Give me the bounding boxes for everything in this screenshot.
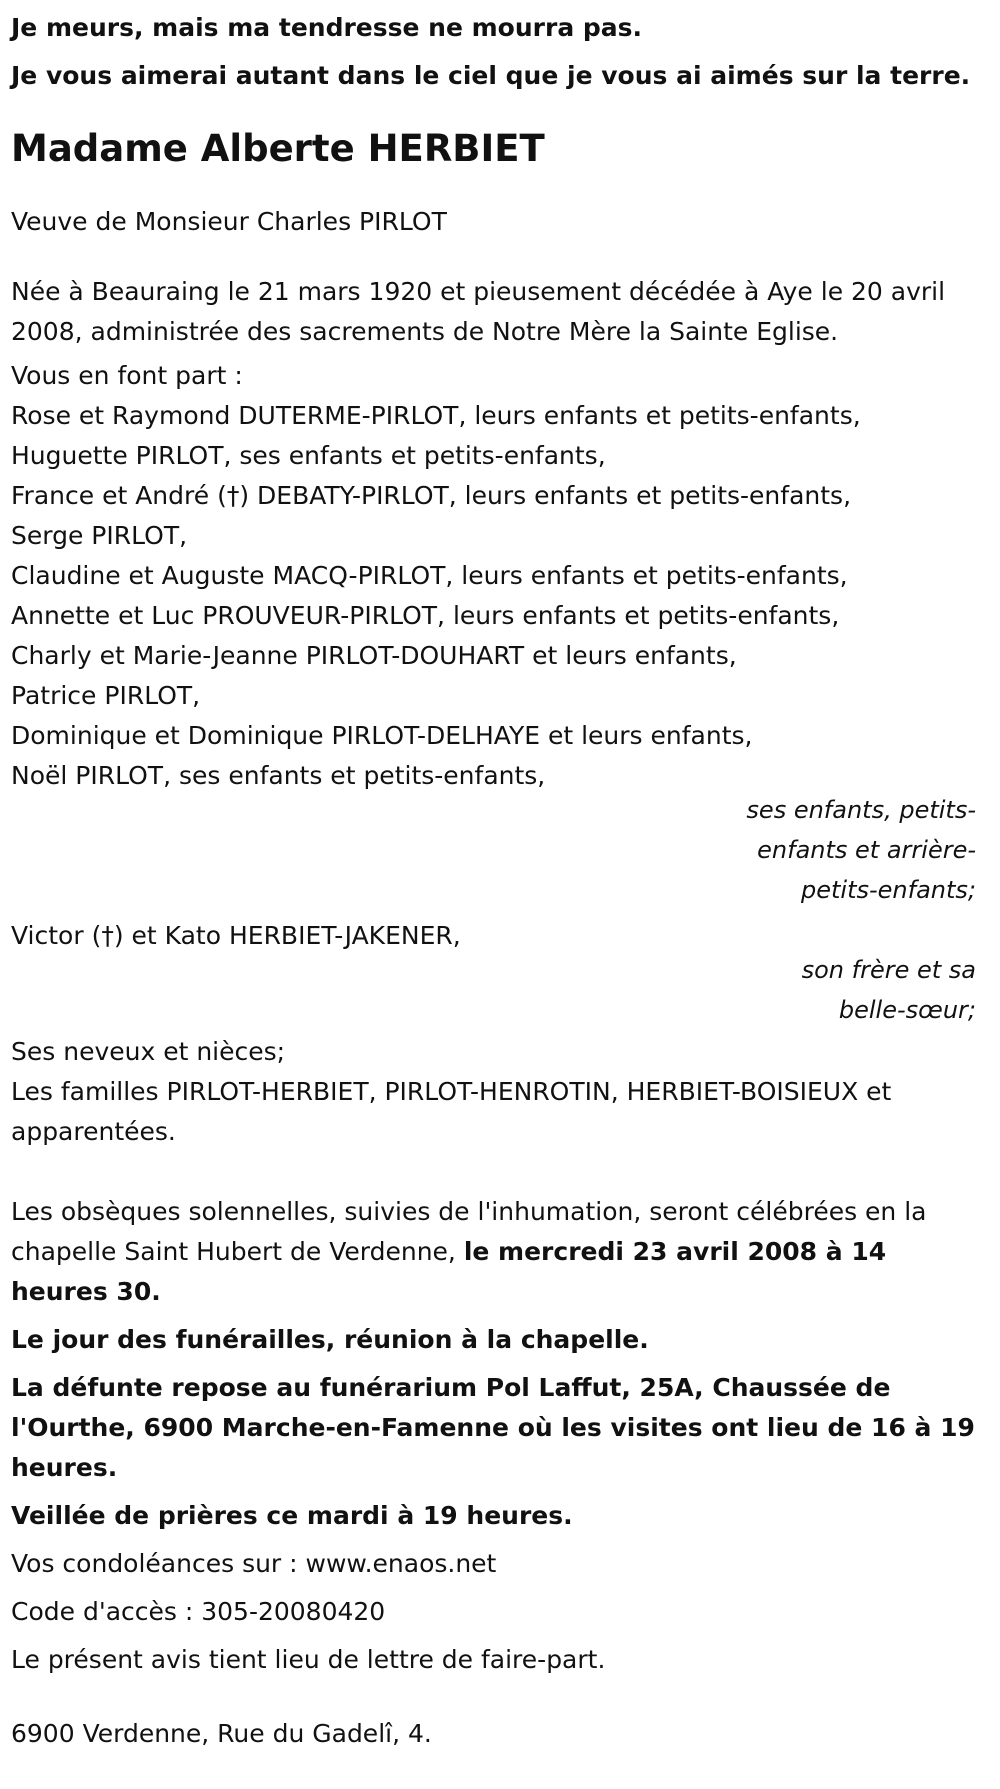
list-item: Serge PIRLOT,	[11, 521, 188, 550]
notice-text: Le présent avis tient lieu de lettre de faire-part.	[11, 1645, 606, 1674]
funeral-text: Les obsèques solennelles, suivies de l'inhumation, seront célébrées en la chapelle Saint Hubert de Verdenne,	[11, 1197, 927, 1266]
list-item: Huguette PIRLOT, ses enfants et petits-enfants,	[11, 441, 606, 470]
access-code: Code d'accès : 305-20080420	[11, 1597, 386, 1626]
nephews: Ses neveux et nièces;	[11, 1037, 286, 1066]
list-item: Noël PIRLOT, ses enfants et petits-enfants,	[11, 761, 546, 790]
role-line: petits-enfants;	[801, 876, 976, 904]
sibling: Victor (†) et Kato HERBIET-JAKENER,	[11, 921, 461, 950]
role-line: enfants et arrière-	[757, 836, 976, 864]
rests-info: La défunte repose au funérarium Pol Laffut, 25A, Chaussée de l'Ourthe, 6900 Marche-en-Famenne où les visites ont lieu de 16 à 19 heures.	[11, 1373, 975, 1482]
epigraph-line-2: Je vous aimerai autant dans le ciel que je vous ai aimés sur la terre.	[11, 61, 971, 90]
announce-intro: Vous en font part :	[11, 361, 243, 390]
children-role	[11, 790, 989, 910]
funeral-info	[11, 1192, 989, 1312]
list-item: Dominique et Dominique PIRLOT-DELHAYE et leurs enfants,	[11, 721, 753, 750]
epigraph-line-1: Je meurs, mais ma tendresse ne mourra pas.	[11, 13, 643, 42]
list-item: Rose et Raymond DUTERME-PIRLOT, leurs enfants et petits-enfants,	[11, 401, 861, 430]
list-item: Annette et Luc PROUVEUR-PIRLOT, leurs enfants et petits-enfants,	[11, 601, 840, 630]
list-item: France et André (†) DEBATY-PIRLOT, leurs enfants et petits-enfants,	[11, 481, 852, 510]
list-item: Patrice PIRLOT,	[11, 681, 201, 710]
list-item: Claudine et Auguste MACQ-PIRLOT, leurs enfants et petits-enfants,	[11, 561, 848, 590]
role-line: belle-sœur;	[838, 996, 976, 1024]
address: 6900 Verdenne, Rue du Gadelî, 4.	[11, 1719, 432, 1748]
vigil-info: Veillée de prières ce mardi à 19 heures.	[11, 1501, 573, 1530]
condolences-info: Vos condoléances sur : www.enaos.net	[11, 1549, 497, 1578]
meeting-info: Le jour des funérailles, réunion à la chapelle.	[11, 1325, 649, 1354]
families: Les familles PIRLOT-HERBIET, PIRLOT-HENROTIN, HERBIET-BOISIEUX et apparentées.	[11, 1077, 892, 1146]
deceased-name: Madame Alberte HERBIET	[11, 127, 545, 170]
sibling-role	[11, 950, 989, 1030]
children-list	[11, 396, 989, 796]
list-item: Charly et Marie-Jeanne PIRLOT-DOUHART et leurs enfants,	[11, 641, 737, 670]
role-line: son frère et sa	[801, 956, 976, 984]
birth-death-text: Née à Beauraing le 21 mars 1920 et pieusement décédée à Aye le 20 avril 2008, administrée des sacrements de Notre Mère la Sainte Eglise.	[11, 277, 946, 346]
role-line: ses enfants, petits-	[746, 796, 976, 824]
funeral-date: le mercredi 23 avril 2008 à 14 heures 30.	[11, 1237, 887, 1306]
widow-of: Veuve de Monsieur Charles PIRLOT	[11, 207, 447, 236]
